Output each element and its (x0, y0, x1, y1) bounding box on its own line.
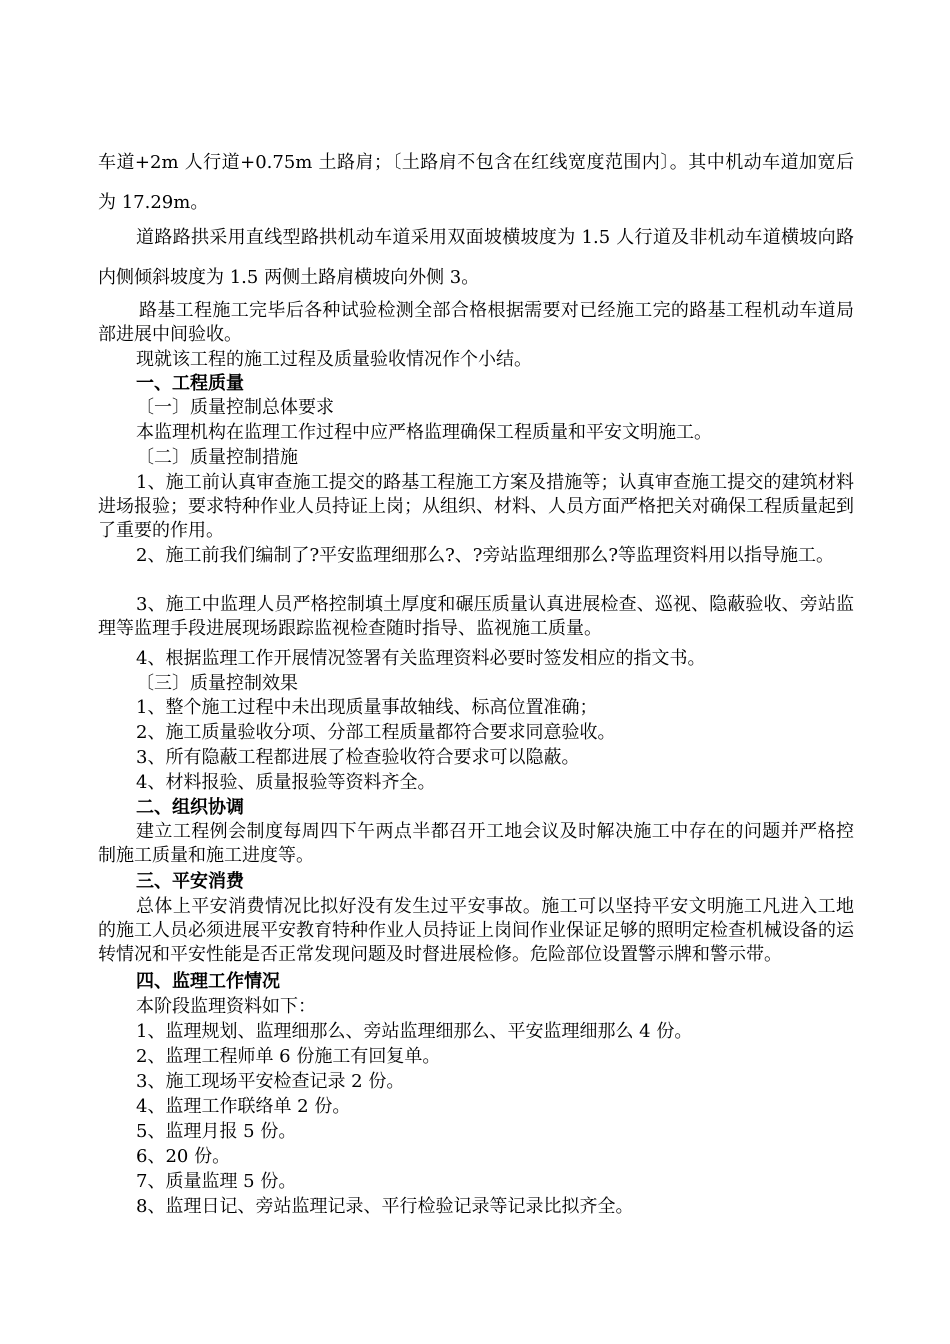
effect-item: 1、整个施工过程中未出现质量事故轴线、标高位置准确； (136, 697, 598, 718)
measure-item: 4、根据监理工作开展情况签署有关监理资料必要时签发相应的指文书。 (136, 648, 706, 669)
record-item: 3、施工现场平安检查记录 2 份。 (136, 1071, 405, 1092)
intro-paragraph-3: 路基工程施工完毕后各种试验检测全部合格根据需要对已经施工完的路基工程机动车道局部进展中间验收。 (98, 300, 854, 345)
section-1-heading: 一、工程质量 (136, 373, 244, 394)
record-item: 8、监理日记、旁站监理记录、平行检验记录等记录比拟齐全。 (136, 1196, 634, 1217)
record-item: 6、20 份。 (136, 1146, 231, 1167)
section-2-text: 建立工程例会制度每周四下午两点半都召开工地会议及时解决施工中存在的问题并严格控制施工质量和施工进度等。 (98, 821, 854, 866)
section-4-intro: 本阶段监理资料如下： (136, 996, 316, 1017)
record-item: 5、监理月报 5 份。 (136, 1121, 297, 1142)
section-3-heading: 三、平安消费 (136, 871, 244, 892)
effect-item: 4、材料报验、质量报验等资料齐全。 (136, 772, 436, 793)
measure-item: 1、施工前认真审查施工提交的路基工程施工方案及措施等；认真审查施工提交的建筑材料进场报验；要求特种作业人员持证上岗；从组织、材料、人员方面严格把关对确保工程质量起到了重要的作用。 (98, 472, 854, 541)
measure-item: 3、施工中监理人员严格控制填土厚度和碾压质量认真进展检查、巡视、隐蔽验收、旁站监理等监理手段进展现场跟踪监视检查随时指导、监视施工质量。 (98, 594, 854, 639)
effect-item: 3、所有隐蔽工程都进展了检查验收符合要求可以隐蔽。 (136, 747, 580, 768)
effect-item: 2、施工质量验收分项、分部工程质量都符合要求同意验收。 (136, 722, 616, 743)
intro-paragraph-4: 现就该工程的施工过程及质量验收情况作个小结。 (136, 349, 532, 370)
section-3-text: 总体上平安消费情况比拟好没有发生过平安事故。施工可以坚持平安文明施工凡进入工地的施工人员必须进展平安教育特种作业人员持证上岗间作业保证足够的照明定检查机械设备的运转情况和平安性能是否正常发现问题及时督进展检修。危险部位设置警示牌和警示带。 (98, 896, 854, 965)
section-4-heading: 四、监理工作情况 (136, 971, 280, 992)
section-2-heading: 二、组织协调 (136, 797, 244, 818)
section-1-subheading-1: 〔一〕质量控制总体要求 (136, 397, 334, 418)
section-1-subheading-2: 〔二〕质量控制措施 (136, 447, 298, 468)
intro-paragraph-1: 车道+2m 人行道+0.75m 土路肩；〔土路肩不包含在红线宽度范围内〕。其中机动车道加宽后为 17.29m。 (98, 152, 854, 213)
measure-item: 2、施工前我们编制了?平安监理细那么?、?旁站监理细那么?等监理资料用以指导施工。 (136, 545, 835, 566)
record-item: 1、监理规划、监理细那么、旁站监理细那么、平安监理细那么 4 份。 (136, 1021, 693, 1042)
record-item: 7、质量监理 5 份。 (136, 1171, 297, 1192)
section-1-sub1-text: 本监理机构在监理工作过程中应严格监理确保工程质量和平安文明施工。 (136, 422, 712, 443)
section-1-subheading-3: 〔三〕质量控制效果 (136, 673, 298, 694)
record-item: 4、监理工作联络单 2 份。 (136, 1096, 351, 1117)
record-item: 2、监理工程师单 6 份施工有回复单。 (136, 1046, 441, 1067)
intro-paragraph-2: 道路路拱采用直线型路拱机动车道采用双面坡横坡度为 1.5 人行道及非机动车道横坡向路内侧倾斜坡度为 1.5 两侧土路肩横坡向外侧 3。 (98, 227, 854, 288)
